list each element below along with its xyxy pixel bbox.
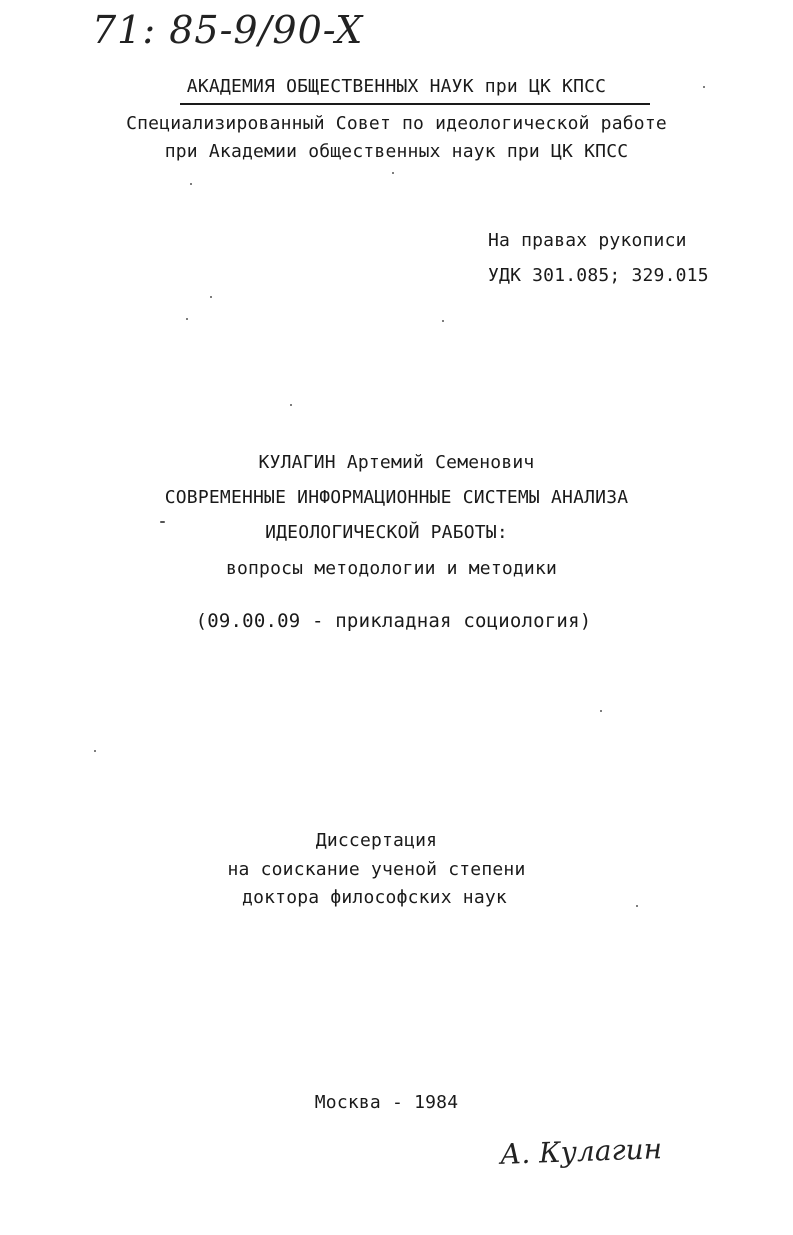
title-line-1: СОВРЕМЕННЫЕ ИНФОРМАЦИОННЫЕ СИСТЕМЫ АНАЛИЗА (164, 487, 629, 508)
place-year: Москва - 1984 (314, 1092, 459, 1113)
scan-speck (392, 172, 394, 174)
author-name: КУЛАГИН Артемий Семенович (258, 452, 535, 473)
scan-speck (94, 750, 96, 752)
dissertation-line-2: на соискание ученой степени (227, 859, 526, 880)
header-rule (180, 103, 650, 105)
subtitle: вопросы методологии и методики (225, 558, 558, 579)
scan-speck (190, 183, 192, 185)
signature: А. Кулагин (499, 1132, 663, 1171)
specialty: (09.00.09 - прикладная социология) (195, 610, 592, 632)
archive-mark: 71: 85-9/90-X (92, 8, 364, 52)
council-line-1: Специализированный Совет по идеологической работе (126, 113, 667, 134)
udc-code: УДК 301.085; 329.015 (488, 265, 709, 286)
council-line-2: при Академии общественных наук при ЦК КПСС (164, 141, 629, 162)
academy-heading: АКАДЕМИЯ ОБЩЕСТВЕННЫХ НАУК при ЦК КПСС (186, 76, 607, 97)
title-line-2: ИДЕОЛОГИЧЕСКОЙ РАБОТЫ: (265, 522, 508, 543)
scan-speck (290, 404, 292, 406)
scan-speck (703, 86, 705, 88)
dissertation-line-1: Диссертация (315, 830, 438, 851)
scan-speck (636, 905, 638, 907)
scan-speck (160, 521, 165, 523)
scan-speck (210, 296, 212, 298)
scan-speck (186, 318, 188, 320)
dissertation-line-3: доктора философских наук (242, 887, 507, 908)
manuscript-rights: На правах рукописи (488, 230, 687, 251)
scan-speck (600, 710, 602, 712)
scan-speck (442, 320, 444, 322)
